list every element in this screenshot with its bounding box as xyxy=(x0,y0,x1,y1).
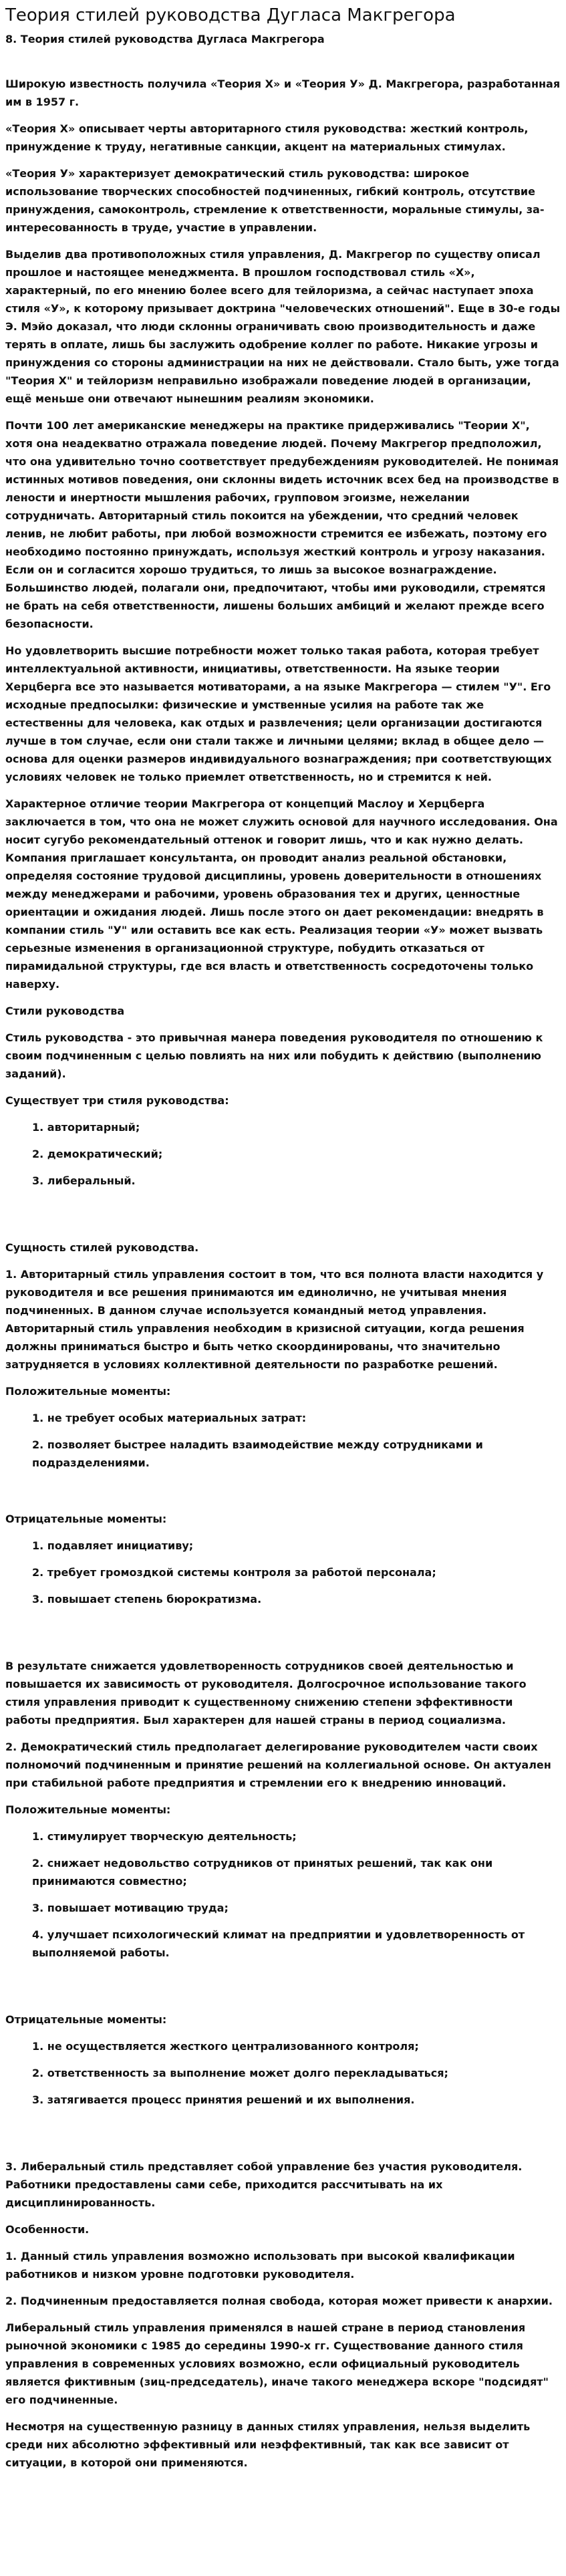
list-item: 1. стимулирует творческую деятельность; xyxy=(32,1830,297,1843)
positive-heading: Положительные моменты: xyxy=(5,1803,171,1816)
list-item: 2. демократический; xyxy=(32,1148,163,1160)
list-item: 3. повышает степень бюрократизма. xyxy=(32,1593,262,1605)
list-item: 2. снижает недовольство сотрудников от принятых решений, так как они принимаются совместно; xyxy=(32,1857,493,1888)
features-heading: Особенности. xyxy=(5,2223,90,2236)
authoritarian-conclusion: В результате снижается удовлетворенность сотрудников своей деятельностью и повышается их зависимость от руководителя. Долгосрочное использование такого стиля управления приводит к существенному снижению степени эффективности работы предприятия. Был характерен для нашей страны в период социализма. xyxy=(5,1660,527,1726)
democratic-paragraph: 2. Демократический стиль предполагает делегирование руководителем части своих полномочий подчиненным и принятие решений на коллегиальной основе. Он актуален при стабильной работе предприятия и стремлении его к внедрению инноваций. xyxy=(5,1741,551,1789)
spacer xyxy=(5,1617,561,1657)
intro-paragraph: Характерное отличие теории Макгрегора от концепций Маслоу и Херцберга заключается в том, что она не может служить основой для научного исследования. Она носит сугубо рекомендательный оттенок и говорит лишь, что и как нужно делать. Компания приглашает консультанта, он проводит анализ реальной обстановки, определяя состояние трудовой дисциплины, уровень доверительности в отношениях между менеджерами и рабочими, уровень образования тех и других, ценностные ориентации и ожидания людей. Лишь после этого он дает рекомендации: внедрять в компании стиль "У" или оставить все как есть. Реализация теории «У» может вызвать серьезные изменения в организационной структуре, побудить отказаться от пирамидальной структуры, где вся власть и ответственность сосредоточены только наверху. xyxy=(5,797,558,991)
essence-heading: Сущность стилей руководства. xyxy=(5,1241,199,1254)
feature-item: 1. Данный стиль управления возможно использовать при высокой квалификации работников и низком уровне подготовки руководителя. xyxy=(5,2250,515,2281)
liberal-paragraph: 3. Либеральный стиль представляет собой управление без участия руководителя. Работники предоставлены сами себе, приходится рассчитывать на их дисциплинированность. xyxy=(5,2160,523,2209)
negative-heading: Отрицательные моменты: xyxy=(5,2013,167,2026)
list-item: 1. авторитарный; xyxy=(32,1121,140,1134)
intro-paragraph: «Теория Х» описывает черты авторитарного стиля руководства: жесткий контроль, принуждение к труду, негативные санкции, акцент на материальных стимулах. xyxy=(5,122,529,153)
list-item: 4. улучшает психологический климат на предприятии и удовлетворенность от выполняемой работы. xyxy=(32,1928,525,1959)
list-item: 2. требует громоздкой системы контроля за работой персонала; xyxy=(32,1566,436,1579)
page-title: Теория стилей руководства Дугласа Макгрегора xyxy=(5,5,456,25)
list-item: 1. не осуществляется жесткого централизованного контроля; xyxy=(32,2040,419,2053)
list-item: 3. затягивается процесс принятия решений и их выполнения. xyxy=(32,2093,415,2106)
list-item: 1. не требует особых материальных затрат: xyxy=(32,1412,307,1424)
feature-item: 2. Подчиненным предоставляется полная свобода, которая может привести к анархии. xyxy=(5,2295,553,2307)
styles-list-heading: Существует три стиля руководства: xyxy=(5,1094,229,1107)
spacer xyxy=(5,1970,561,2011)
list-item: 2. позволяет быстрее наладить взаимодействие между сотрудниками и подразделениями. xyxy=(32,1438,483,1469)
intro-paragraph: Широкую известность получила «Теория Х» и «Теория У» Д. Макгрегора, разработанная им в 1957 г. xyxy=(5,78,561,108)
list-item: 1. подавляет инициативу; xyxy=(32,1539,194,1552)
intro-paragraph: Но удовлетворить высшие потребности может только такая работа, которая требует интеллектуальной активности, инициативы, ответственности. На языке теории Херцберга все это называется мотиваторами, а на языке Макгрегора — стилем "У". Его исходные предпосылки: физические и умственные усилия на работе так же естественны для человека, как отдых и развлечения; цели организации достигаются лучше в том случае, если они стали также и личными целями; вклад в общее дело — основа для оценки размеров индивидуального вознаграждения; при соответствующих условиях человек не только приемлет ответственность, но и стремится к ней. xyxy=(5,644,552,783)
styles-heading: Стили руководства xyxy=(5,1005,125,1017)
authoritarian-paragraph: 1. Авторитарный стиль управления состоит в том, что вся полнота власти находится у руководителя и все решения принимаются им единолично, не учитывая мнения подчиненных. В данном случае используется командный метод управления. Авторитарный стиль управления необходим в кризисной ситуации, когда решения должны приниматься быстро и быть четко скоординированы, что значительно затрудняется в условиях коллективной деятельности по разработке решений. xyxy=(5,1268,544,1371)
liberal-usage: Либеральный стиль управления применялся в нашей стране в период становления рыночной экономики с 1985 до середины 1990-х гг. Существование данного стиля управления в современных условиях возможно, если официальный руководитель является фиктивным (зиц-председатель), иначе такого менеджера вскоре "подсидят" его подчиненные. xyxy=(5,2321,549,2406)
negative-heading: Отрицательные моменты: xyxy=(5,1513,167,1525)
article-heading: 8. Теория стилей руководства Дугласа Макгрегора xyxy=(5,33,325,45)
intro-paragraph: Почти 100 лет американские менеджеры на практике придерживались "Теории Х", хотя она неадекватно отражала поведение людей. Почему Макгрегор предположил, что она удивительно точно соответствует предубеждениям руководителей. Не понимая истинных мотивов поведения, они склонны видеть источник всех бед на производстве в лености и инертности мышления рабочих, групповом эгоизме, нежелании сотрудничать. Авторитарный стиль покоится на убеждении, что средний человек ленив, не любит работы, при любой возможности стремится ее избежать, поэтому его необходимо постоянно принуждать, используя жесткий контроль и угрозу наказания. Если он и согласится хорошо трудиться, то лишь за высокое вознаграждение. Большинство людей, полагали они, предпочитают, чтобы ими руководили, стремятся не брать на себя ответственности, лишены больших амбиций и желают прежде всего безопасности. xyxy=(5,419,559,630)
intro-paragraph: Выделив два противоположных стиля управления, Д. Макгрегор по существу описал прошлое и настоящее менеджмента. В прошлом господствовал стиль «Х», характерный, по его мнению более всего для тейлоризма, а сейчас наступает эпоха стиля «У», к которому призывает доктрина "человеческих отношений". Еще в 30-е годы Э. Мэйо доказал, что люди склонны ограничивать свою производительность и даже терять в оплате, лишь бы заслужить одобрение коллег по работе. Никакие угрозы и принуждения со стороны администрации на них не действовали. Стало быть, уже тогда "Теория Х" и тейлоризм неправильно изображали поведение людей в организации, ещё меньше они отвечают нынешним реалиям экономики. xyxy=(5,248,561,405)
list-item: 3. либеральный. xyxy=(32,1174,136,1187)
positive-heading: Положительные моменты: xyxy=(5,1385,171,1398)
final-paragraph: Несмотря на существенную разницу в данных стилях управления, нельзя выделить среди них абсолютно эффективный или неэффективный, так как все зависит от ситуации, в которой они применяются. xyxy=(5,2420,531,2469)
spacer xyxy=(5,1198,561,1239)
spacer xyxy=(5,2117,561,2158)
intro-paragraph: «Теория У» характеризует демократический стиль руководства: широкое использование творческих способностей подчиненных, гибкий контроль, отсутствие принуждения, самоконтроль, стремление к ответственности, моральные стимулы, за- интересованность в труде, участие в управлении. xyxy=(5,167,545,234)
styles-definition: Стиль руководства - это привычная манера поведения руководителя по отношению к своим подчиненным с целью повлиять на них или побудить к действию (выполнению заданий). xyxy=(5,1031,543,1080)
spacer xyxy=(5,1480,561,1510)
list-item: 3. повышает мотивацию труда; xyxy=(32,1902,229,1914)
list-item: 2. ответственность за выполнение может долго перекладываться; xyxy=(32,2067,448,2079)
